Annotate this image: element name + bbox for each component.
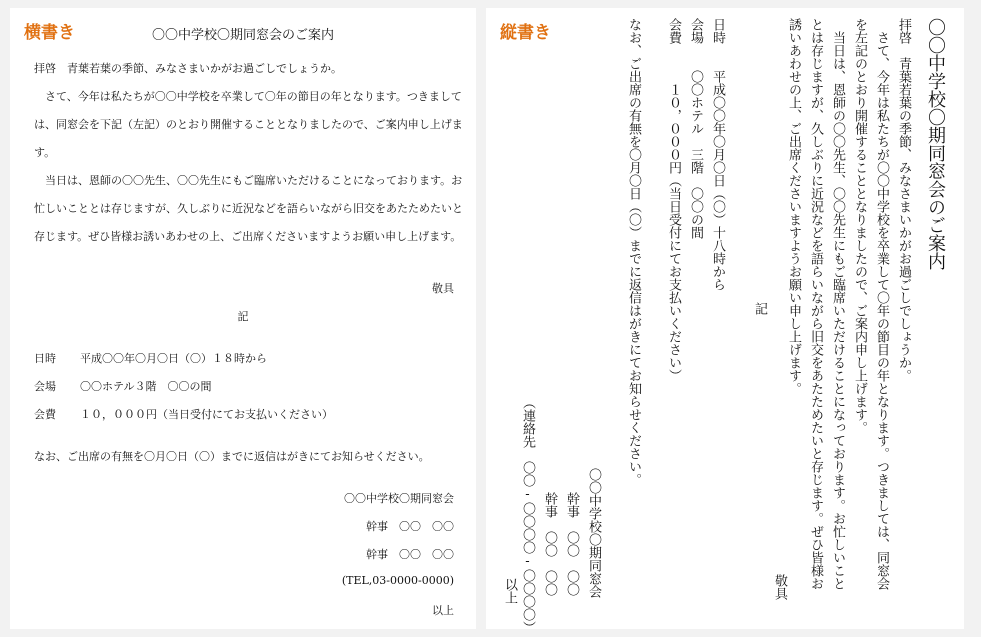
horizontal-paragraph-1: さて、今年は私たちが〇〇中学校を卒業して〇年の節目の年となります。つきましては、同窓会を下記（左記）のとおり開催することとなりましたので、ご案内申し上げます。 [34, 90, 463, 159]
vertical-tag: 縦書き [500, 23, 551, 43]
vertical-paragraph-1a: さて、今年は私たちが〇〇中学校を卒業して〇年の節目の年となります。つきましては、同窓会 [874, 18, 889, 590]
horizontal-paragraph-2: 当日は、恩師の〇〇先生、〇〇先生にもご臨席いただけることになっております。お忙しいこととは存じますが、久しぶりに近況などを語らいながら旧交をあたためたいと存じます。ぜひ皆様お誘いあわせの上、ご出席くださいますようお願い申し上げます。 [34, 174, 463, 243]
date-value: 平成〇〇年〇月〇日（〇）１８時から [80, 352, 267, 365]
vertical-paragraph-2c: 誘いあわせの上、ご出席くださいますようお願い申し上げます。 [786, 18, 801, 395]
horizontal-ki: 記 [237, 310, 249, 323]
fee-value: １０，０００円（当日受付にてお支払いください） [80, 408, 333, 421]
horizontal-staff-1: 幹事 〇〇 〇〇 [366, 520, 454, 533]
vertical-staff-2: 幹事 〇〇 〇〇 [542, 492, 557, 596]
horizontal-venue-row [34, 378, 211, 394]
vertical-contact: （連絡先 〇〇-〇〇〇〇-〇〇〇〇） [520, 396, 535, 634]
horizontal-letter-panel [10, 8, 476, 629]
vertical-closing: 敬具 [772, 574, 787, 600]
horizontal-closing: 敬具 [432, 282, 454, 295]
horizontal-end: 以上 [432, 604, 454, 617]
vertical-organizer: 〇〇中学校〇期同窓会 [586, 468, 601, 598]
horizontal-body [34, 55, 464, 251]
vertical-date: 日時 平成〇〇年〇月〇日（〇）十八時から [710, 18, 725, 291]
vertical-ki: 記 [752, 302, 767, 315]
vertical-end: 以上 [502, 578, 517, 604]
vertical-paragraph-2a: 当日は、恩師の〇〇先生、〇〇先生にもご臨席いただけることになっております。お忙しいこと [830, 18, 845, 590]
vertical-venue: 会場 〇〇ホテル 三階 〇〇の間 [688, 18, 703, 239]
horizontal-greeting: 拝啓 青葉若葉の季節、みなさまいかがお過ごしでしょうか。 [34, 62, 342, 75]
vertical-paragraph-1b: を左記のとおり開催することとなりましたので、ご案内申し上げます。 [852, 18, 867, 434]
horizontal-tel: (TEL,03-0000-0000) [341, 574, 454, 587]
vertical-greeting: 拝啓 青葉若葉の季節、みなさまいかがお過ごしでしょうか。 [896, 18, 911, 382]
vertical-paragraph-2b: とは存じますが、久しぶりに近況などを語らいながら旧交をあたためたいと存じます。ぜひ皆様お [808, 18, 823, 590]
horizontal-organizer: 〇〇中学校〇期同窓会 [344, 492, 454, 505]
horizontal-staff-2: 幹事 〇〇 〇〇 [366, 548, 454, 561]
fee-label: 会費 [34, 408, 56, 421]
venue-value: 〇〇ホテル３階 〇〇の間 [80, 380, 212, 393]
vertical-title: 〇〇中学校〇期同窓会のご案内 [925, 18, 946, 270]
date-label: 日時 [34, 352, 56, 365]
horizontal-tag: 横書き [24, 23, 75, 43]
horizontal-date-row [34, 350, 267, 366]
vertical-letter-panel [486, 8, 964, 634]
vertical-staff-1: 幹事 〇〇 〇〇 [564, 492, 579, 596]
horizontal-fee-row [34, 406, 333, 422]
venue-label: 会場 [34, 380, 56, 393]
horizontal-title: 〇〇中学校〇期同窓会のご案内 [151, 28, 334, 43]
vertical-fee: 会費 １０，０００円（当日受付にてお支払いください） [666, 18, 681, 382]
horizontal-rsvp: なお、ご出席の有無を〇月〇日（〇）までに返信はがきにてお知らせください。 [34, 450, 430, 463]
vertical-rsvp: なお、ご出席の有無を〇月〇日（〇）までに返信はがきにてお知らせください。 [626, 18, 641, 486]
